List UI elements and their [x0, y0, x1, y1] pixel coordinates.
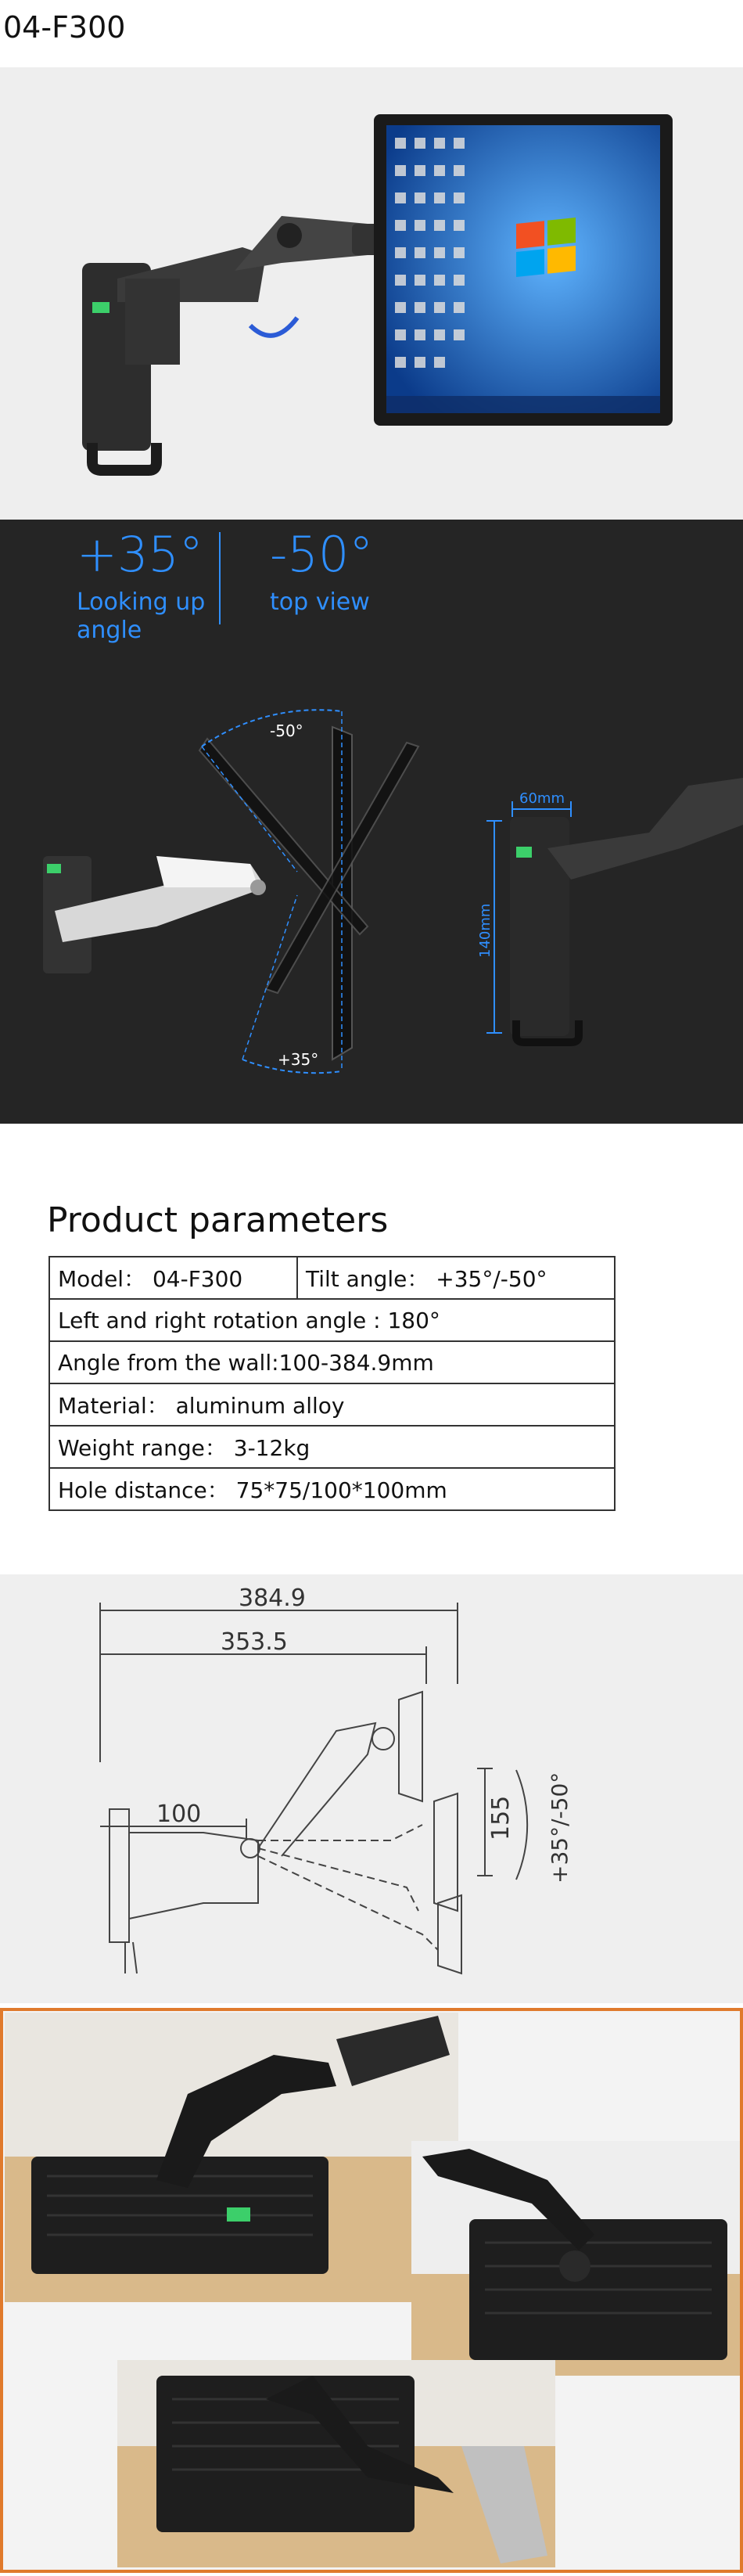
param-rotation: Left and right rotation angle : 180°: [58, 1307, 440, 1333]
dim-total-label: 384.9: [239, 1585, 306, 1612]
diag-neg-label: -50°: [270, 721, 303, 740]
tilt-angle-section: [0, 520, 743, 1124]
params-title: Product parameters: [47, 1200, 389, 1240]
tilt-down-caption: top view: [270, 588, 370, 616]
param-hole-distance: Hole distance： 75*75/100*100mm: [58, 1477, 447, 1503]
dim-tilt-label: +35°/-50°: [547, 1772, 573, 1883]
param-tilt: Tilt angle： +35°/-50°: [306, 1266, 547, 1292]
dim-mid-label: 353.5: [221, 1628, 288, 1656]
dim-min-label: 100: [156, 1801, 202, 1828]
tilt-down-value: -50°: [270, 526, 374, 583]
page-title: 04-F300: [3, 10, 126, 45]
params-table: [48, 1256, 616, 1511]
tilt-up-value: +35°: [77, 526, 203, 583]
table-row: [50, 1300, 614, 1342]
dim-height-drawing-label: 155: [487, 1795, 515, 1840]
param-weight: Weight range： 3-12kg: [58, 1435, 310, 1461]
photo-mount-folded: [117, 2360, 555, 2567]
param-wall-distance: Angle from the wall:100-384.9mm: [58, 1349, 434, 1376]
diag-pos-label: +35°: [278, 1050, 319, 1069]
tilt-up-caption: Looking up: [77, 588, 206, 616]
param-material: Material： aluminum alloy: [58, 1393, 345, 1419]
table-row: [50, 1384, 614, 1427]
table-row: [50, 1427, 614, 1469]
tilt-up-caption-2: angle: [77, 617, 142, 644]
dimension-drawing: [0, 1574, 743, 2003]
param-model: Model： 04-F300: [50, 1257, 298, 1298]
photo-mount-top: [5, 2013, 458, 2302]
dim-height-label: 140mm: [477, 903, 494, 958]
hero-product-image: [0, 67, 743, 520]
table-row: [50, 1342, 614, 1384]
product-photos: [0, 2008, 743, 2573]
photo-mount-side: [411, 2141, 740, 2376]
table-row: [50, 1257, 614, 1300]
table-row: [50, 1469, 614, 1509]
dim-width-label: 60mm: [519, 790, 565, 807]
